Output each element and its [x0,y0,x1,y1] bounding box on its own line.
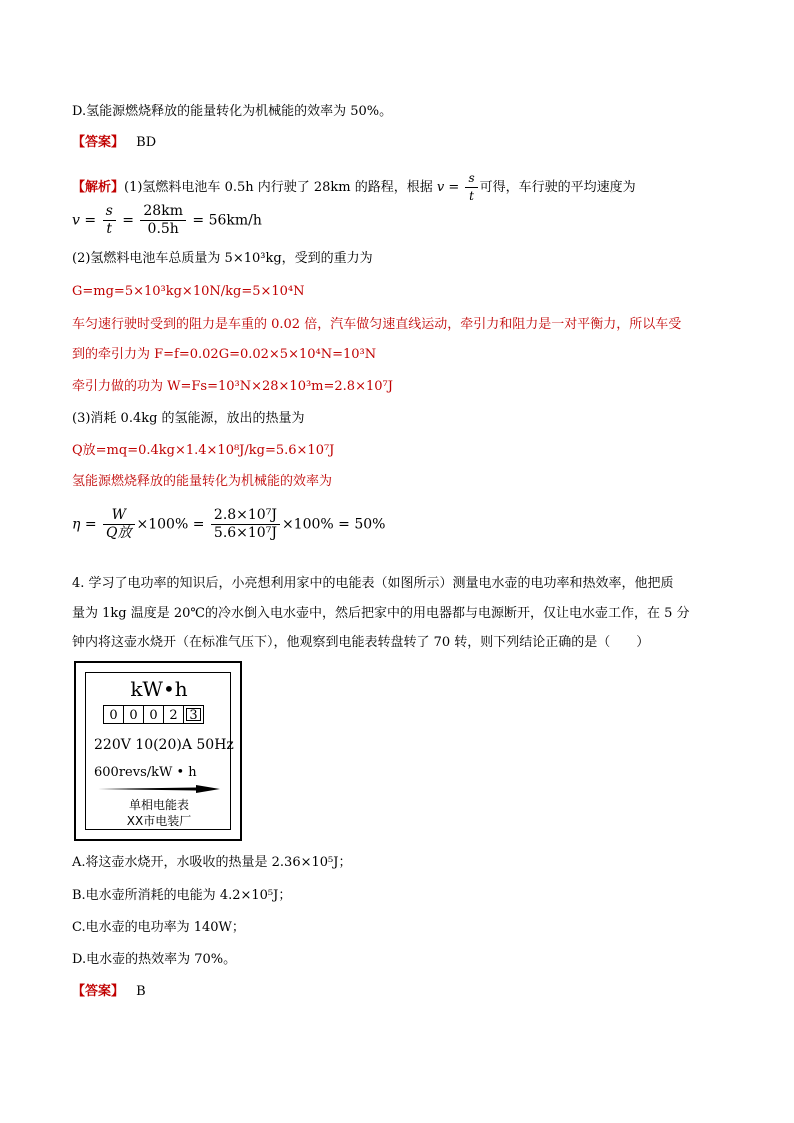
analysis-label: 【解析】 [72,180,125,195]
analysis-intro: 【解析】(1)氢燃料电池车 0.5h 内行驶了 28km 的路程，根据 v = $\frac{s}{t}$ 可得，车行驶的平均速度为 [72,171,636,203]
step3-title: (3)消耗 0.4kg 的氢能源，放出的热量为 [72,411,305,426]
step3-text: 氢能源燃烧释放的能量转化为机械能的效率为 [72,474,333,489]
meter-digits [104,705,204,724]
option-c: C.电水壶的电功率为 140W； [72,920,245,935]
answer-value: BD [136,135,157,150]
answer-2 [72,983,146,1001]
meter-digit: 0 [103,705,124,724]
step2-work: 牵引力做的功为 W=Fs=10³N×28×10³m=2.8×10⁷J [72,379,393,394]
answer-value: B [136,984,146,999]
answer-label: 【答案】 [72,984,125,999]
question4-line1: 4. 学习了电功率的知识后，小亮想利用家中的电能表（如图所示）测量电水壶的电功率和热效率，他把质 [72,576,674,591]
meter-label-maker: XX市电装厂 [126,814,192,828]
s-over-t: $\frac{s}{t}$ [465,170,477,205]
meter-label-type: 单相电能表 [128,798,189,812]
meter-revs: 600revs/kW • h [94,765,197,780]
step2-gravity: G=mg=5×10³kg×10N/kg=5×10⁴N [72,284,305,299]
analysis-intro-a: (1)氢燃料电池车 0.5h 内行驶了 28km 的路程，根据 [124,180,433,195]
meter-digit-decimal: 3 [183,705,204,724]
v-symbol: v [436,180,445,195]
speed-formula: v = $\frac{s}{t}$ = $\frac{28km}{0.5h}$ = 56km/h [72,203,262,237]
analysis-intro-b: 可得，车行驶的平均速度为 [479,180,636,195]
option-a: A.将这壶水烧开，水吸收的热量是 2.36×10⁵J； [72,855,352,870]
option-b: B.电水壶所消耗的电能为 4.2×10⁵J； [72,888,292,903]
energy-meter-figure [74,661,242,841]
meter-digit: 0 [143,705,164,724]
meter-spec: 220V 10(20)A 50Hz [94,737,234,753]
question4-line2: 量为 1kg 温度是 20℃的冷水倒入电水壶中，然后把家中的用电器都与电源断开，仅让电水壶工作，在 5 分 [72,606,690,621]
answer-1 [72,134,156,152]
step3-heat: Q放=mq=0.4kg×1.4×10⁸J/kg=5.6×10⁷J [72,443,335,458]
meter-unit: kW•h [130,677,188,701]
step2-title: (2)氢燃料电池车总质量为 5×10³kg，受到的重力为 [72,251,373,266]
option-d: D.电水壶的热效率为 70%。 [72,952,237,967]
prev-option-d: D.氢能源燃烧释放的能量转化为机械能的效率为 50%。 [72,104,393,119]
answer-label: 【答案】 [72,135,125,150]
meter-digit: 2 [163,705,184,724]
efficiency-formula: η = $\frac{W}{\text{Q放}}$ ×100% = $\frac{\text{2.8×10⁷J}}{\text{5.6×10⁷J}}$ ×100% = 50% [72,507,386,541]
question4-line3: 钟内将这壶水烧开（在标准气压下），他观察到电能表转盘转了 70 转，则下列结论正确的是（ ） [72,635,650,650]
arrow-icon [96,783,222,795]
meter-digit: 0 [123,705,144,724]
step2-text-a: 车匀速行驶时受到的阻力是车重的 0.02 倍，汽车做匀速直线运动，牵引力和阻力是一对平衡力，所以车受 [72,317,682,332]
energy-meter-panel [85,672,234,830]
step2-text-b: 到的牵引力为 F=f=0.02G=0.02×5×10⁴N=10³N [72,347,377,362]
